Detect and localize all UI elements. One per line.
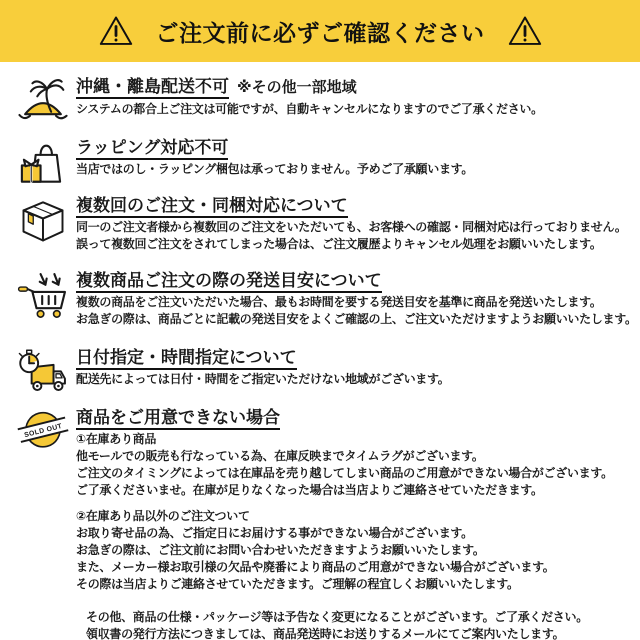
sold-out-label: SOLD OUT (23, 422, 64, 440)
palm-island-icon (10, 75, 76, 128)
section-text: 同一のご注文者様から複数回のご注文をいただいても、お客様への確認・同梱対応は行っておりません。 (76, 220, 627, 234)
notice-body (0, 62, 640, 640)
page-title: ご注文前に必ずご確認ください (155, 19, 485, 46)
section-title-note: ※その他一部地域 (237, 79, 357, 96)
gift-bag-icon (10, 136, 76, 189)
notice-header (0, 0, 640, 62)
section-no-wrapping (10, 136, 636, 189)
section-multiple-orders (10, 194, 636, 253)
footer-text: その他、商品の仕様・パッケージ等は予告なく変更になることがございます。ご了承ください。 (86, 610, 588, 624)
section-title: 複数回のご注文・同梱対応について (76, 195, 636, 216)
cart-icon (10, 269, 76, 322)
section-date-time (10, 346, 636, 399)
section-text: 当店ではのし・ラッピング梱包は承っておりません。予めご了承願います。 (76, 162, 474, 176)
section-text: 誤って複数回ご注文をされてしまった場合は、ご注文履歴よりキャンセル処理をお願いいたします。 (76, 237, 602, 251)
sold-out-icon (10, 406, 76, 459)
section-title: 沖縄・離島配送不可 ※その他一部地域 (76, 76, 636, 98)
section-text: システムの都合上ご注文は可能ですが、自動キャンセルになりますのでご了承ください。 (76, 102, 543, 116)
section-text: 複数の商品をご注文いただいた場合、最もお時間を要する発送目安を基準に商品を発送いたします。 (76, 295, 602, 309)
warning-triangle-icon (98, 14, 134, 48)
section-text: お急ぎの際は、商品ごとに記載の発送目安をよくご確認の上、ご注文いただけますようお願いいたします。 (76, 312, 637, 326)
paragraph-backorder: ②在庫あり品以外のご注文ついて お取り寄せ品の為、ご指定日にお届けする事ができない場合がございます。 お急ぎの際は、ご注文前にお問い合わせいただきますようお願いいたします。 また、メーカー様お取引様の欠品や廃番により商品のご用意ができない場合がございます。 その際は当店よりご連絡させていただきます。ご理解の程宜しくお願いいたします。 (76, 509, 555, 591)
footer-text: 領収書の発行方法につきましては、商品発送時にお送りするメールにてご案内いたします。 (86, 627, 565, 640)
delivery-truck-clock-icon (10, 346, 76, 399)
footer-notes (86, 609, 636, 640)
warning-triangle-icon (507, 14, 543, 48)
paragraph-in-stock: ①在庫あり商品 他モールでの販売も行なっている為、在庫反映までタイムラグがございます。 ご注文のタイミングによっては在庫品を売り越してしまい商品のご用意ができない場合がございます。 ご了承くださいませ。在庫が足りなくなった場合は当店よりご連絡させていただきます。 (76, 432, 613, 497)
section-title: ラッピング対応不可 (76, 137, 636, 158)
section-title: 複数商品ご注文の際の発送目安について (76, 270, 636, 291)
section-okinawa-shipping (10, 75, 636, 128)
section-title: 商品をご用意できない場合 (76, 407, 636, 428)
section-title: 日付指定・時間指定について (76, 347, 636, 368)
section-text: 配送先によっては日付・時間をご指定いただけない地域がございます。 (76, 372, 450, 386)
package-box-icon (10, 194, 76, 247)
section-item-unavailable (10, 406, 636, 593)
section-shipping-estimate (10, 269, 636, 328)
